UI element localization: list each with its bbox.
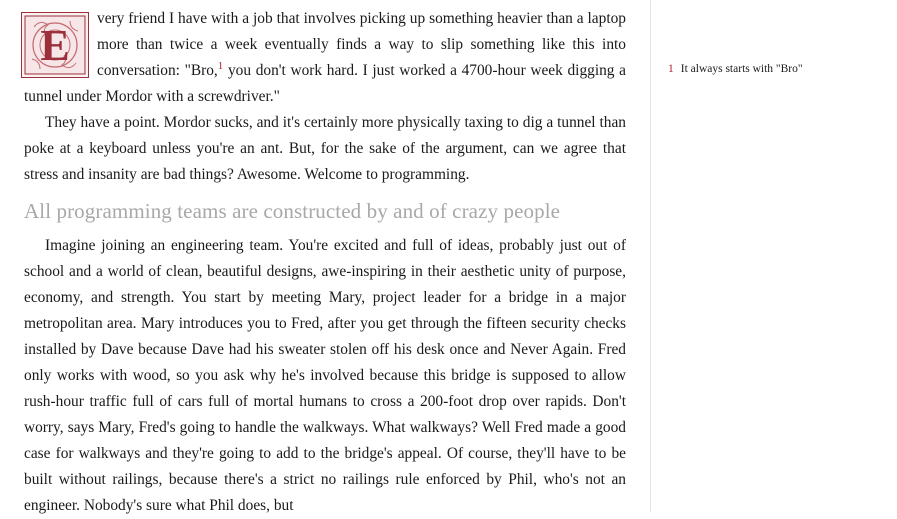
svg-text:E: E [40, 21, 70, 70]
column-divider [650, 0, 651, 512]
sidenote-number: 1 [668, 63, 674, 75]
paragraph-2: They have a point. Mordor sucks, and it's certainly more physically taxing to dig a tunnel than poke at a keyboard unless you're an ant. But, for the sake of the argument, can we agree that stress and insanity are bad things? Awesome. Welcome to programming. [24, 114, 626, 183]
paragraph-1-text: very friend I have with a job that involves picking up something heavier than a laptop more than twice a week eventually finds a way to slip something like this into conversation: "Bro, [97, 10, 626, 79]
sidenote-text: It always starts with "Bro" [680, 63, 803, 75]
section-heading: All programming teams are constructed by and of crazy people [24, 199, 561, 223]
paragraph-1 [24, 6, 626, 110]
sidenote-1 [668, 61, 888, 77]
article-body [24, 6, 626, 519]
illuminated-dropcap-icon [21, 12, 89, 78]
paragraph-1-end: you don't work hard. I just worked a 4700-hour week digging a tunnel under Mordor with a screwdriver." [24, 62, 626, 105]
footnote-ref-1[interactable]: 1 [217, 59, 224, 72]
dropcap-ornament [22, 13, 88, 77]
paragraph-3: Imagine joining an engineering team. You're excited and full of ideas, probably just out of school and a world of clean, beautiful designs, awe-inspiring in their aesthetic unity of purpose, economy, and strength. You start by meeting Mary, project leader for a bridge in a major metropolitan area. Mary introduces you to Fred, after you get through the fifteen security checks installed by Dave because Dave had his sweater stolen off his desk once and Never Again. Fred only works with wood, so you ask why he's involved because this bridge is supposed to allow rush-hour traffic full of cars full of mortal humans to cross a 200-foot drop over rapids. Don't worry, says Mary, Fred's going to handle the walkways. What walkways? Well Fred made a good case for walkways and they're going to add to the bridge's appeal. Of course, they'll have to be built without railings, because there's a strict no railings rule enforced by Phil, who's not an engineer. Nobody's sure what Phil does, but [24, 237, 626, 514]
